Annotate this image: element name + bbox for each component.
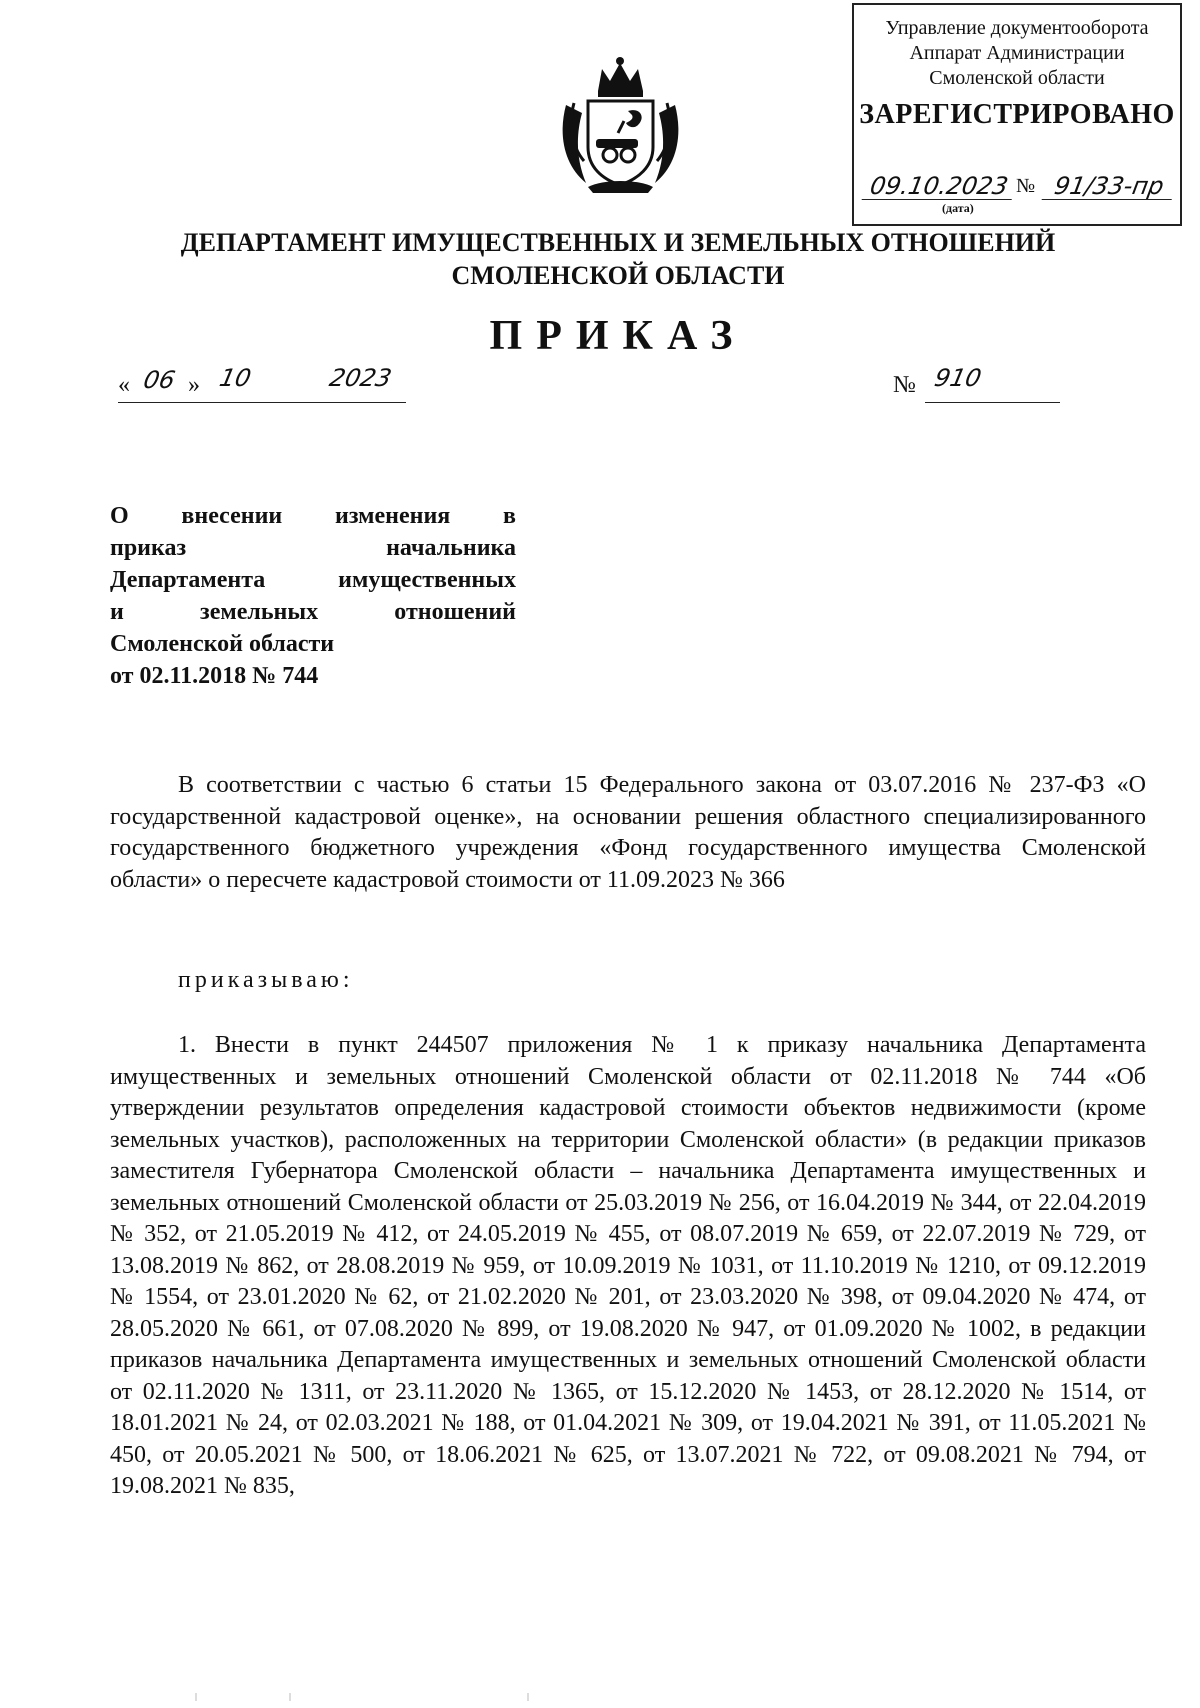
date-quote-open: « <box>118 372 130 398</box>
order-directive: приказываю: <box>178 967 354 993</box>
stamp-number-sign: № <box>1016 175 1036 197</box>
subject-line: и земельных отношений <box>110 599 516 625</box>
date-quote-close: » <box>188 372 200 398</box>
stamp-org-line1: Управление документооборота <box>885 17 1149 39</box>
subject-line: приказ начальника <box>110 535 516 561</box>
stamp-status: ЗАРЕГИСТРИРОВАНО <box>859 99 1175 130</box>
registration-stamp <box>852 3 1182 226</box>
order-number: 910 <box>932 364 984 392</box>
document-type-title: ПРИКАЗ <box>489 313 747 359</box>
scan-edge-marks <box>0 1690 1200 1702</box>
subject-line: Департамента имущественных <box>110 567 516 593</box>
preamble-paragraph: В соответствии с частью 6 статьи 15 Федерального закона от 03.07.2016 № 237-ФЗ «О государственной кадастровой оценке», на основании решения областного специализированного государственного бюджетного учреждения «Фонд государственного имущества Смоленской области» о пересчете кадастровой стоимости от 11.09.2023 № 366 <box>110 772 1146 893</box>
date-underline <box>118 402 406 403</box>
department-title-line2: СМОЛЕНСКОЙ ОБЛАСТИ <box>451 261 785 290</box>
order-number-sign: № <box>893 372 916 398</box>
number-underline <box>925 402 1060 403</box>
order-date-year: 2023 <box>327 364 395 392</box>
subject-line: Смоленской области <box>110 631 335 657</box>
stamp-number: 91/33-пр <box>1042 173 1177 200</box>
order-date-month: 10 <box>217 364 254 392</box>
department-title-line1: ДЕПАРТАМЕНТ ИМУЩЕСТВЕННЫХ И ЗЕМЕЛЬНЫХ ОТНОШЕНИЙ <box>180 228 1056 257</box>
clause-1-paragraph: 1. Внести в пункт 244507 приложения № 1 к приказу начальника Департамента имущественных и земельных отношений Смоленской области от 02.11.2018 № 744 «Об утверждении результатов определения кадастровой стоимости объектов недвижимости (кроме земельных участков), расположенных на территории Смоленской области» (в редакции приказов заместителя Губернатора Смоленской области – начальника Департамента имущественных и земельных отношений Смоленской области от 25.03.2019 № 256, от 16.04.2019 № 344, от 22.04.2019 № 352, от 21.05.2019 № 412, от 24.05.2019 № 455, от 08.07.2019 № 659, от 22.07.2019 № 729, от 13.08.2019 № 862, от 28.08.2019 № 959, от 10.09.2019 № 1031, от 11.10.2019 № 1210, от 09.12.2019 № 1554, от 23.01.2020 № 62, от 21.02.2020 № 201, от 23.03.2020 № 398, от 09.04.2020 № 474, от 28.05.2020 № 661, от 07.08.2020 № 899, от 19.08.2020 № 947, от 01.09.2020 № 1002, в редакции приказов начальника Департамента имущественных и земельных отношений Смоленской области от 02.11.2020 № 1311, от 23.11.2020 № 1365, от 15.12.2020 № 1453, от 28.12.2020 № 1514, от 18.01.2021 № 24, от 02.03.2021 № 188, от 01.04.2021 № 309, от 19.04.2021 № 391, от 11.05.2021 № 450, от 20.05.2021 № 500, от 18.06.2021 № 625, от 13.07.2021 № 722, от 09.08.2021 № 794, от 19.08.2021 № 835, <box>110 1032 1146 1499</box>
stamp-date-caption: (дата) <box>942 201 974 215</box>
order-subject <box>110 500 516 692</box>
subject-line: О внесении изменения в <box>110 503 516 529</box>
stamp-org-line2: Аппарат Администрации <box>909 42 1125 64</box>
coat-of-arms-icon <box>558 55 683 195</box>
stamp-org-line3: Смоленской области <box>929 67 1105 89</box>
stamp-date: 09.10.2023 <box>862 173 1017 200</box>
order-date-day: 06 <box>141 366 178 394</box>
subject-line: от 02.11.2018 № 744 <box>110 663 319 689</box>
